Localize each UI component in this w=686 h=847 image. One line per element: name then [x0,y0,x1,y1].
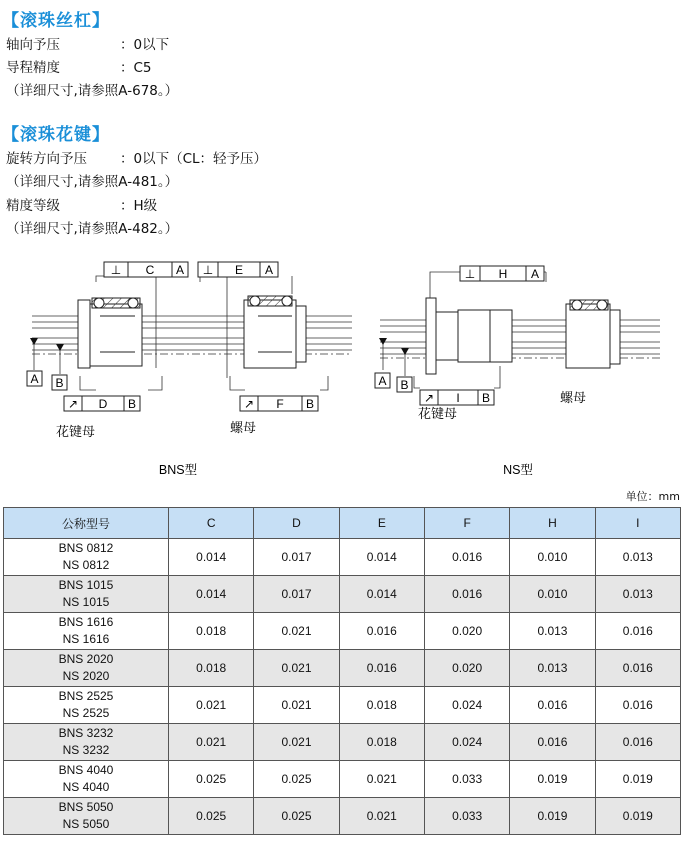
value-cell: 0.033 [424,761,509,798]
ns-caption: NS型 [503,463,533,477]
model-cell [4,798,169,835]
value-cell: 0.016 [424,576,509,613]
model-cell [4,687,169,724]
value-cell: 0.013 [510,613,595,650]
model-cell [4,539,169,576]
model-ns: NS 2525 [62,706,110,720]
value-cell: 0.016 [595,613,680,650]
ns-screw-nut-label: 螺母 [560,390,587,405]
value-cell: 0.013 [595,576,680,613]
value-cell: 0.014 [339,539,424,576]
ns-frame-h-ref: A [530,267,540,281]
value-cell: 0.014 [339,576,424,613]
value-cell: 0.017 [254,539,339,576]
model-ns: NS 1616 [62,632,110,646]
value-cell: 0.014 [169,539,254,576]
ns-spline-nut-label: 花键母 [418,406,458,421]
model-ns: NS 3232 [62,743,110,757]
value-cell: 0.016 [510,724,595,761]
value-cell: 0.025 [254,761,339,798]
model-bns: BNS 4040 [58,763,114,777]
value-cell: 0.019 [510,761,595,798]
model-cell [4,613,169,650]
model-ns: NS 1015 [62,595,110,609]
ball-spline-note-1: （详细尺寸,请参照A-481。） [6,174,179,190]
value-cell: 0.020 [424,613,509,650]
ball-screw-heading: 【滚珠丝杠】 [2,11,110,31]
table-row [4,613,681,650]
value-cell: 0.025 [254,798,339,835]
value-cell: 0.019 [595,761,680,798]
axial-preload-row [6,33,169,53]
ball-screw-note: （详细尺寸,请参照A-678。） [6,83,179,99]
ns-frame-h-value: H [498,267,508,281]
model-ns: NS 4040 [62,780,110,794]
bns-frame-f [240,396,318,411]
value-cell: 0.021 [339,798,424,835]
rotational-preload-label: 旋转方向予压 [6,151,87,167]
value-cell: 0.024 [424,687,509,724]
ns-frame-h-symbol: ⊥ [464,267,476,281]
value-cell: 0.021 [254,687,339,724]
value-cell: 0.013 [595,539,680,576]
axial-preload-value: ：0以下 [120,37,170,53]
value-cell: 0.021 [254,650,339,687]
value-cell: 0.016 [595,724,680,761]
table-row [4,724,681,761]
model-cell [4,761,169,798]
value-cell: 0.016 [339,650,424,687]
bns-frame-d-ref: B [127,397,137,411]
value-cell: 0.016 [424,539,509,576]
value-cell: 0.016 [510,687,595,724]
bns-diagram [27,262,352,439]
value-cell: 0.016 [595,687,680,724]
model-bns: BNS 2020 [58,652,114,666]
lead-accuracy-label: 导程精度 [6,60,60,76]
tolerance-table [3,507,681,835]
model-cell [4,724,169,761]
bns-frame-d-value: D [98,397,108,411]
ns-frame-i-value: I [456,391,460,405]
bns-spline-nut-label: 花键母 [56,424,96,439]
bns-frame-c-value: C [145,263,155,277]
unit-label: 单位：mm [625,490,680,503]
value-cell: 0.021 [339,761,424,798]
table-row [4,650,681,687]
bns-frame-e [198,262,278,277]
value-cell: 0.018 [339,687,424,724]
bns-frame-f-ref: B [305,397,315,411]
value-cell: 0.017 [254,576,339,613]
value-cell: 0.018 [169,613,254,650]
bns-caption: BNS型 [158,463,198,477]
model-bns: BNS 0812 [58,541,114,555]
value-cell: 0.021 [169,724,254,761]
bns-screw-nut [244,296,306,368]
rotational-preload-row [6,147,267,167]
bns-frame-d-symbol: ↗ [67,397,79,411]
value-cell: 0.016 [339,613,424,650]
tolerance-diagrams [0,258,686,483]
model-cell [4,576,169,613]
precision-grade-label: 精度等级 [6,198,60,214]
axial-preload-label: 轴向予压 [6,37,60,53]
bns-frame-e-ref: A [264,263,274,277]
lead-accuracy-row [6,56,152,76]
model-bns: BNS 1015 [58,578,114,592]
bns-frame-c-ref: A [175,263,185,277]
model-bns: BNS 2525 [58,689,114,703]
rotational-preload-value: ：0以下（CL：轻予压） [120,151,268,167]
lead-accuracy-value: ：C5 [120,60,152,76]
ns-datum-b: B [400,378,409,392]
value-cell: 0.025 [169,798,254,835]
ns-datum-markers [379,338,409,355]
bns-datum-b: B [55,376,64,390]
model-cell [4,650,169,687]
col-f: F [424,508,509,539]
bns-spline-nut [78,298,142,368]
ns-spline-nut [426,298,512,374]
value-cell: 0.019 [595,798,680,835]
table-row [4,761,681,798]
value-cell: 0.021 [169,687,254,724]
ns-datum-a: A [378,374,387,388]
value-cell: 0.018 [169,650,254,687]
bns-frame-f-value: F [276,397,284,411]
table-row [4,798,681,835]
ball-spline-heading: 【滚珠花键】 [2,125,110,145]
bns-datum-markers [30,338,64,351]
value-cell: 0.024 [424,724,509,761]
bns-frame-f-symbol: ↗ [243,397,255,411]
ns-frame-i-ref: B [481,391,491,405]
bns-frame-c [104,262,188,277]
model-ns: NS 0812 [62,558,110,572]
bns-screw-nut-label: 螺母 [230,420,257,435]
col-model: 公称型号 [4,508,169,539]
model-ns: NS 5050 [62,817,110,831]
value-cell: 0.016 [595,650,680,687]
ns-frame-i-symbol: ↗ [423,391,435,405]
ns-frame-i [420,390,494,405]
model-bns: BNS 5050 [58,800,114,814]
bns-frame-c-symbol: ⊥ [110,263,122,277]
ball-spline-note-2: （详细尺寸,请参照A-482。） [6,221,179,237]
precision-grade-value: ：H级 [120,198,158,214]
value-cell: 0.018 [339,724,424,761]
value-cell: 0.010 [510,539,595,576]
model-bns: BNS 3232 [58,726,114,740]
value-cell: 0.019 [510,798,595,835]
value-cell: 0.013 [510,650,595,687]
value-cell: 0.025 [169,761,254,798]
bns-frame-e-symbol: ⊥ [202,263,214,277]
value-cell: 0.014 [169,576,254,613]
bns-frame-d [64,396,140,411]
table-row [4,687,681,724]
value-cell: 0.010 [510,576,595,613]
model-bns: BNS 1616 [58,615,114,629]
value-cell: 0.033 [424,798,509,835]
col-d: D [254,508,339,539]
value-cell: 0.020 [424,650,509,687]
model-ns: NS 2020 [62,669,110,683]
col-e: E [339,508,424,539]
col-c: C [169,508,254,539]
table-row [4,539,681,576]
col-i: I [595,508,680,539]
value-cell: 0.021 [254,613,339,650]
precision-grade-row [6,194,157,214]
table-header-row [4,508,681,539]
ns-diagram [375,266,660,421]
bns-datum-a: A [30,372,39,386]
value-cell: 0.021 [254,724,339,761]
ns-screw-nut [566,300,620,368]
bns-frame-e-value: E [234,263,244,277]
table-row [4,576,681,613]
ns-frame-h [460,266,544,281]
col-h: H [510,508,595,539]
